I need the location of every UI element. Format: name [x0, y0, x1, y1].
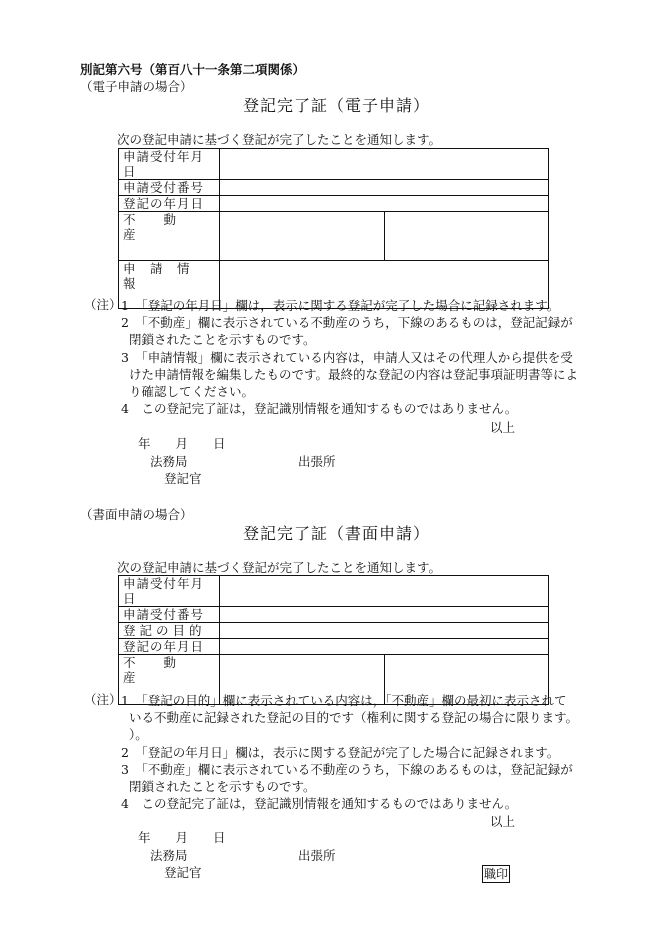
note-line: 閉鎖されたことを示すものです。 — [129, 332, 316, 348]
note-line: 4 この登記完了証は，登記識別情報を通知するものではありません。 — [121, 796, 518, 812]
bureau: 法務局 — [150, 848, 188, 863]
paper-form-table — [118, 575, 549, 705]
electronic-form-table — [118, 148, 549, 309]
electronic-title: 登記完了証（電子申請） — [243, 96, 431, 115]
closing: 以上 — [490, 814, 516, 829]
note-line: 閉鎖されたことを示すものです。 — [129, 779, 316, 795]
row-label: 申請受付番号 — [119, 607, 220, 623]
branch: 出張所 — [298, 454, 336, 469]
row-label: 登記の目的 — [119, 623, 220, 639]
note-line: 2 「不動産」欄に表示されている不動産のうち，下線のあるものは，登記記録が — [121, 315, 573, 331]
field-value — [220, 180, 549, 196]
registrar: 登記官 — [164, 865, 202, 880]
notes-prefix: （注） — [84, 692, 122, 707]
electronic-notes — [121, 297, 578, 417]
field-value — [220, 639, 549, 655]
row-label: 申 請 情 報 — [119, 261, 220, 309]
note-line: り確認してください。 — [129, 384, 255, 400]
row-label: 不 動 産 — [119, 655, 220, 705]
electronic-case-label: （電子申請の場合） — [80, 79, 193, 94]
note-line: ）。 — [129, 727, 148, 743]
row-label: 不 動 産 — [119, 212, 220, 261]
note-line: 1 「登記の年月日」欄は，表示に関する登記が完了した場合に記録されます。 — [121, 298, 560, 313]
official-seal-box: 職印 — [483, 867, 508, 881]
note-line: 3 「申請情報」欄に表示されている内容は，申請人又はその代理人から提供を受 — [121, 349, 573, 365]
paper-notes — [121, 692, 578, 812]
electronic-intro: 次の登記申請に基づく登記が完了したことを通知します。 — [117, 132, 442, 147]
field-value — [220, 196, 549, 212]
row-label: 登記の年月日 — [119, 196, 220, 212]
field-value — [220, 576, 549, 607]
note-line: 3 「不動産」欄に表示されている不動産のうち，下線のあるものは，登記記録が — [121, 761, 573, 777]
paper-title: 登記完了証（書面申請） — [243, 524, 431, 543]
row-label: 登記の年月日 — [119, 639, 220, 655]
note-line: 2 「登記の年月日」欄は，表示に関する登記が完了した場合に記録されます。 — [121, 744, 560, 760]
row-label: 申請受付年月日 — [119, 576, 220, 607]
note-line: けた申請情報を編集したものです。最終的な登記の内容は登記事項証明書等によ — [129, 366, 579, 382]
field-value — [384, 212, 549, 261]
paper-case-label: （書面申請の場合） — [80, 507, 193, 522]
closing: 以上 — [490, 420, 516, 435]
form-number-heading: 別記第六号（第百八十一条第二項関係） — [80, 62, 306, 77]
date-line: 年 月 日 — [138, 436, 226, 451]
paper-intro: 次の登記申請に基づく登記が完了したことを通知します。 — [117, 560, 442, 575]
row-label: 申請受付年月日 — [119, 149, 220, 180]
branch: 出張所 — [298, 848, 336, 863]
field-value — [220, 149, 549, 180]
row-label: 申請受付番号 — [119, 180, 220, 196]
bureau: 法務局 — [150, 454, 188, 469]
registrar: 登記官 — [164, 471, 202, 486]
date-line: 年 月 日 — [138, 830, 226, 845]
notes-prefix: （注） — [84, 297, 122, 312]
note-line: いる不動産に記録された登記の目的です（権利に関する登記の場合に限ります。 — [129, 710, 579, 726]
note-line: 4 この登記完了証は，登記識別情報を通知するものではありません。 — [121, 401, 518, 417]
field-value — [220, 607, 549, 623]
field-value — [220, 212, 385, 261]
note-line: 1 「登記の目的」欄に表示されている内容は，「不動産」欄の最初に表示されて — [121, 693, 567, 708]
field-value — [220, 623, 549, 639]
